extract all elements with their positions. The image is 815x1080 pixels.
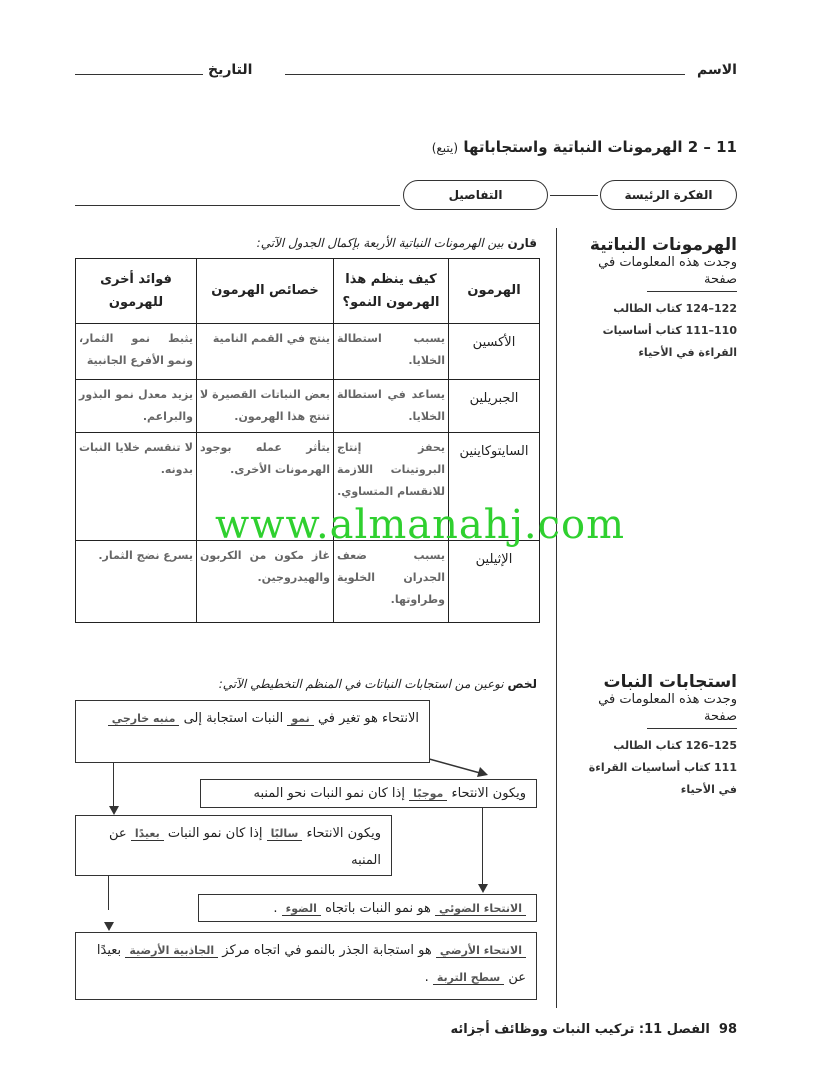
- column-divider: [556, 228, 557, 1008]
- arrow-down-icon: [104, 922, 114, 931]
- col-benefits: فوائد أخرى للهرمون: [76, 259, 197, 324]
- section-title: 11 – 2 الهرمونات النباتية واستجاباتها (يتبع): [431, 138, 737, 156]
- arrow-down-icon: [109, 806, 119, 815]
- arrow-down-icon: [478, 884, 488, 893]
- plant-hormones-side: [567, 235, 737, 364]
- found-info: وجدت هذه المعلومات في صفحة: [598, 692, 737, 724]
- details-pill: التفاصيل: [403, 180, 548, 210]
- student-book-ref: 122–124 كتاب الطالب: [613, 301, 737, 315]
- basics-book-ref: 111 كتاب أساسيات القراءة في الأحياء: [588, 760, 737, 796]
- basics-book-ref: 110–111 كتاب أساسيات القراءة في الأحياء: [602, 323, 737, 359]
- plant-hormones-heading: الهرمونات النباتية: [589, 235, 737, 255]
- plant-responses-side: [567, 672, 737, 801]
- found-info: وجدت هذه المعلومات في صفحة: [598, 255, 737, 287]
- page-number: 98: [718, 1022, 737, 1037]
- page-footer: [451, 1022, 737, 1037]
- name-label: الاسم: [697, 62, 737, 78]
- plant-responses-heading: استجابات النبات: [603, 672, 737, 692]
- col-traits: خصائص الهرمون: [197, 259, 334, 324]
- positive-tropism-box: ويكون الانتحاء موجبًا إذا كان نمو النبات نحو المنبه: [200, 779, 537, 808]
- compare-instruction: قارن بين الهرمونات النباتية الأربعة بإكمال الجدول الآتي:: [256, 236, 537, 250]
- table-row: السايتوكاينين يحفز إنتاج البروتينات اللازمة للانقسام المتساوي. يتأثر عمله بوجود الهرمونات الأخرى. لا تنقسم خلايا النبات بدونه.: [76, 433, 540, 541]
- student-book-ref: 125–126 كتاب الطالب: [613, 738, 737, 752]
- watermark: www.almanahj.com: [215, 502, 626, 548]
- table-row: الإثيلين يسبب ضعف الجدران الخلوية وطراوتها. غاز مكون من الكربون والهيدروجين. يسرع نضج الثمار.: [76, 541, 540, 623]
- gravitropism-box: الانتحاء الأرضي هو استجابة الجذر بالنمو في اتجاه مركز الجاذبية الأرضية بعيدًا عن سطح التربة .: [75, 932, 537, 1000]
- tropism-definition-box: الانتحاء هو تغير في نمو النبات استجابة إلى منبه خارجي: [75, 700, 430, 763]
- col-hormone: الهرمون: [449, 259, 540, 324]
- chapter-title: الفصل 11: تركيب النبات ووظائف أجزائه: [450, 1022, 710, 1037]
- phototropism-box: الانتحاء الضوئي هو نمو النبات باتجاه الضوء .: [198, 894, 537, 922]
- diagonal-connector: [420, 755, 490, 780]
- summarize-instruction: لخص نوعين من استجابات النباتات في المنظم التخطيطي الآتي:: [218, 677, 537, 691]
- table-row: الجبريلين يساعد في استطالة الخلايا. بعض النباتات القصيرة لا تنتج هذا الهرمون. يزيد معدل نمو البذور والبراعم.: [76, 380, 540, 433]
- date-label: التاريخ: [208, 62, 253, 78]
- name-line: [285, 74, 685, 75]
- hormones-table: [75, 258, 540, 623]
- date-line: [75, 74, 203, 75]
- col-how: كيف ينظم هذا الهرمون النمو؟: [334, 259, 449, 324]
- main-idea-pill: الفكرة الرئيسة: [600, 180, 737, 210]
- table-row: الأكسين يسبب استطالة الخلايا. ينتج في القمم النامية يثبط نمو الثمار، ونمو الأفرع الجانبية: [76, 324, 540, 380]
- negative-tropism-box: ويكون الانتحاء سالبًا إذا كان نمو النبات بعيدًا عن المنبه: [75, 815, 392, 876]
